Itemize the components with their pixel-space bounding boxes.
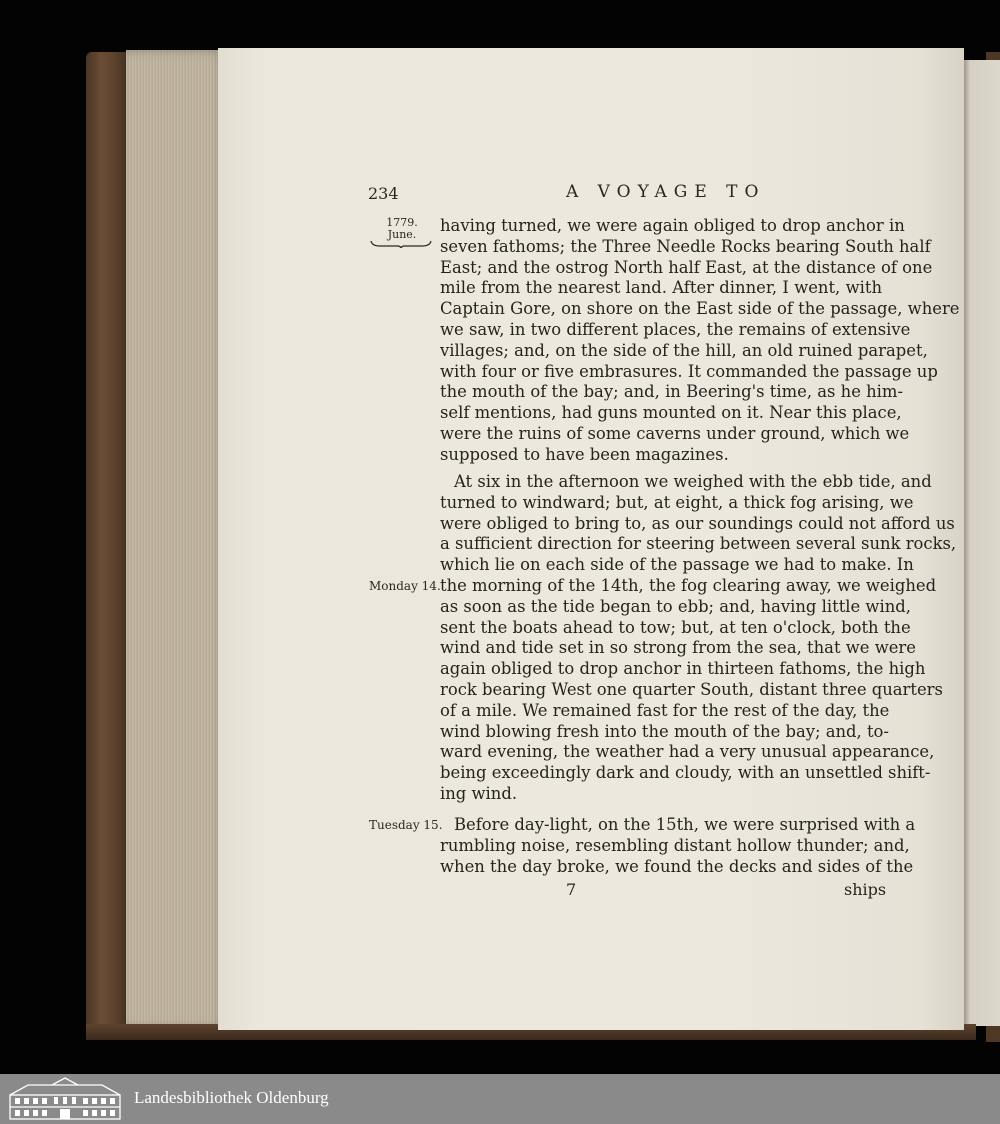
text-line: which lie on each side of the passage we had to make. In (440, 555, 914, 575)
margin-year: 1779. (386, 216, 418, 229)
running-title: A VOYAGE TO (566, 182, 766, 202)
text-line: seven fathoms; the Three Needle Rocks bearing South half (440, 236, 931, 256)
text-line: with four or five embrasures. It commanded the passage up (440, 361, 938, 381)
margin-date-monday: Monday 14. (369, 579, 441, 593)
page-edges (126, 50, 226, 1028)
text-line: Before day-light, on the 15th, we were surprised with a (454, 815, 916, 834)
book-cover-edge (86, 52, 130, 1036)
library-building-icon (8, 1077, 122, 1121)
text-line: East; and the ostrog North half East, at the distance of one (440, 257, 933, 277)
text-line: when the day broke, we found the decks and sides of the (440, 856, 914, 876)
paragraph-2 (440, 472, 957, 805)
text-line: as soon as the tide began to ebb; and, having little wind, (440, 596, 911, 616)
text-line: of a mile. We remained fast for the rest of the day, the (440, 700, 890, 720)
page-number: 234 (368, 184, 399, 203)
text-line: were obliged to bring to, as our soundings could not afford us (440, 513, 955, 533)
signature-mark: 7 (566, 880, 577, 899)
text-line: wind and tide set in so strong from the sea, that we were (440, 638, 916, 658)
margin-month: June. (387, 228, 417, 241)
text-line: supposed to have been magazines. (440, 444, 729, 464)
text-line: having turned, we were again obliged to drop anchor in (440, 216, 905, 235)
paragraph-1 (440, 216, 960, 466)
text-line: again obliged to drop anchor in thirteen fathoms, the high (440, 659, 926, 679)
text-line: were the ruins of some caverns under ground, which we (440, 423, 910, 443)
text-line: ward evening, the weather had a very unusual appearance, (440, 742, 935, 762)
text-line: the morning of the 14th, the fog clearing away, we weighed (440, 575, 937, 595)
text-line: At six in the afternoon we weighed with the ebb tide, and (454, 472, 932, 491)
text-line: sent the boats ahead to tow; but, at ten o'clock, both the (440, 617, 911, 637)
catchword: ships (844, 880, 887, 899)
text-line: being exceedingly dark and cloudy, with an unsettled shift- (440, 763, 931, 783)
text-line: ing wind. (440, 783, 518, 803)
paragraph-3 (440, 815, 916, 877)
text-line: a sufficient direction for steering between several sunk rocks, (440, 534, 957, 554)
margin-date-tuesday: Tuesday 15. (369, 818, 443, 832)
text-line: mile from the nearest land. After dinner, I went, with (440, 278, 882, 298)
margin-date-block (386, 217, 418, 241)
text-line: turned to windward; but, at eight, a thick fog arising, we (440, 492, 914, 512)
library-footer (0, 1074, 1000, 1124)
text-line: rumbling noise, resembling distant hollow thunder; and, (440, 835, 910, 855)
library-name: Landesbibliothek Oldenburg (134, 1088, 329, 1107)
text-line: we saw, in two different places, the remains of extensive (440, 319, 911, 339)
text-line: self mentions, had guns mounted on it. Near this place, (440, 403, 902, 423)
text-line: Captain Gore, on shore on the East side of the passage, where (440, 299, 960, 319)
brace-ornament (370, 240, 432, 248)
text-line: wind blowing fresh into the mouth of the bay; and, to- (440, 721, 889, 741)
text-line: the mouth of the bay; and, in Beering's time, as he him- (440, 382, 904, 402)
text-line: villages; and, on the side of the hill, an old ruined parapet, (440, 340, 928, 360)
text-line: rock bearing West one quarter South, distant three quarters (440, 679, 943, 699)
facing-page-edge (962, 60, 1000, 1026)
